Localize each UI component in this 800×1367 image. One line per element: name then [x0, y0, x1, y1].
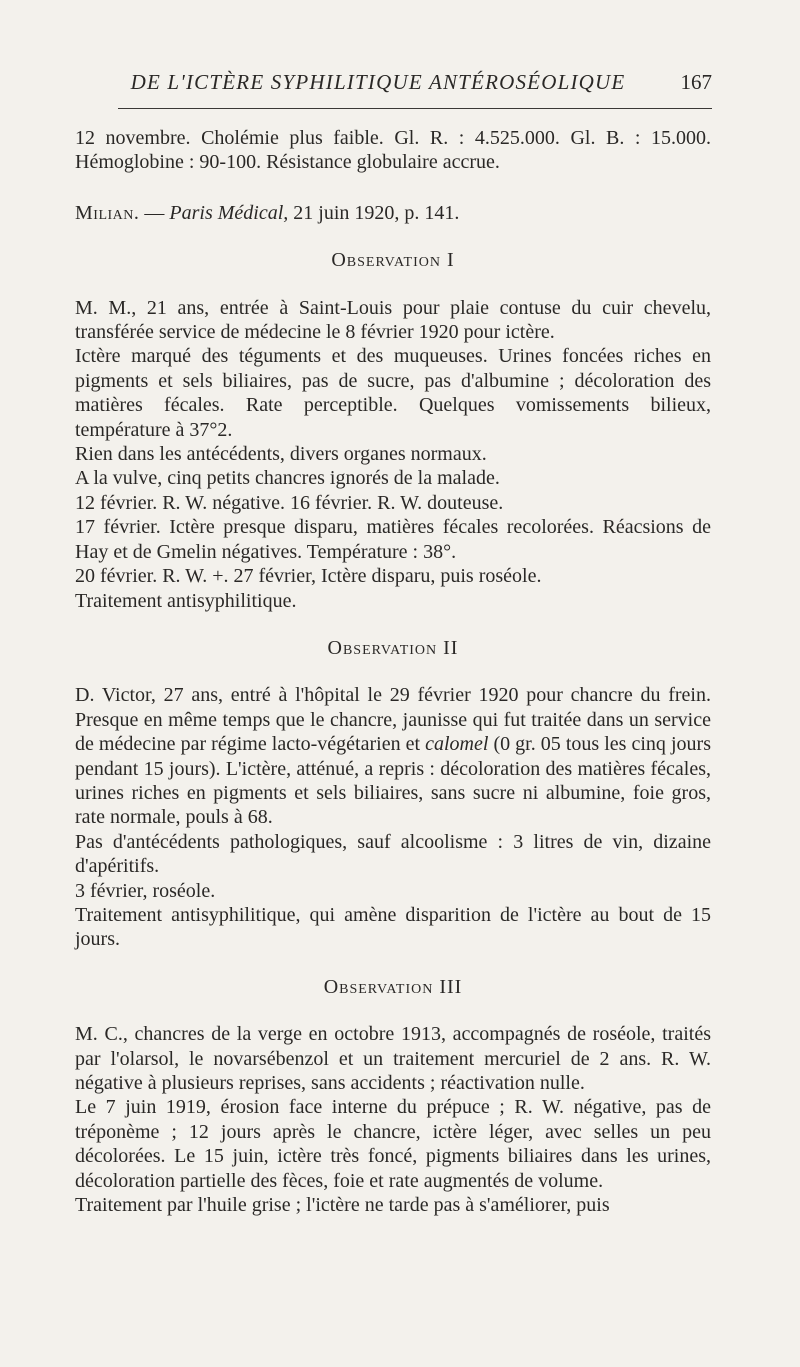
obs1-paragraph: 17 février. Ictère presque disparu, matières fécales recolorées. Réacsions de Hay et de Gmelin négatives. Température : 38°.	[75, 516, 711, 563]
obs1-paragraph: 12 février. R. W. négative. 16 février. R. W. douteuse.	[75, 491, 504, 514]
obs1-paragraph: Rien dans les antécédents, divers organes normaux.	[75, 443, 487, 466]
running-title: DE L'ICTÈRE SYPHILITIQUE ANTÉROSÉOLIQUE	[130, 70, 626, 94]
obs2-paragraph: Pas d'antécédents pathologiques, sauf alcoolisme : 3 litres de vin, dizaine d'apéritifs.	[75, 830, 711, 878]
citation	[75, 201, 711, 225]
running-header	[118, 70, 712, 106]
citation-author: Milian.	[75, 201, 140, 224]
obs2-text: (0 gr. 05 tous les cinq jours pendant 15 jours). L'ictère, atténué, a repris : décoloration des matières fécales, urines riches en pigments et sels biliaires, sans sucre ni albumine, foie gros, rate normale, pouls à 68.	[75, 733, 711, 829]
obs2-text: D. Victor, 27 ans, entré à l'hôpital le 29 février 1920 pour chancre du frein. Presque en même temps que le chancre, jaunisse qui fut traitée dans un service de médecine par régime lacto-végétarien et	[75, 684, 711, 756]
citation-journal: Paris Médical,	[169, 201, 289, 224]
obs2-paragraph	[75, 683, 711, 829]
obs1-paragraph: Traitement antisyphilitique.	[75, 589, 297, 612]
obs2-italic-term: calomel	[425, 733, 489, 756]
obs1-paragraph: Ictère marqué des téguments et des muqueuses. Urines foncées riches en pigments et sels biliaires, pas de sucre, pas d'albumine ; décoloration des matières fécales. Rate perceptible. Quelques vomissements bilieux, température à 37°2.	[75, 345, 711, 441]
header-rule	[118, 108, 712, 109]
obs3-paragraph: Le 7 juin 1919, érosion face interne du prépuce ; R. W. négative, pas de tréponème ; 12 jours après le chancre, ictère léger, avec selles un peu décolorées. Le 15 juin, ictère très foncé, pigments biliaires dans les urines, décoloration partielle des fèces, foie et rate augmentés de volume.	[75, 1096, 711, 1192]
citation-rest: 21 juin 1920, p. 141.	[288, 201, 460, 224]
obs1-paragraph: A la vulve, cinq petits chancres ignorés de la malade.	[75, 467, 500, 490]
obs3-paragraph: Traitement par l'huile grise ; l'ictère ne tarde pas à s'améliorer, puis	[75, 1194, 610, 1217]
obs2-paragraph: Traitement antisyphilitique, qui amène disparition de l'ictère au bout de 15 jours.	[75, 903, 711, 951]
obs1-paragraph: 20 février. R. W. +. 27 février, Ictère disparu, puis roséole.	[75, 565, 542, 588]
citation-sep: —	[139, 201, 170, 224]
page-number: 167	[680, 70, 712, 94]
obs1-paragraph: M. M., 21 ans, entrée à Saint-Louis pour plaie contuse du cuir chevelu, transférée service de médecine le 8 février 1920 pour ictère.	[75, 296, 711, 344]
observation-2-title: Observation II	[327, 636, 459, 659]
observation-1-title: Observation I	[331, 249, 455, 272]
obs2-paragraph: 3 février, roséole.	[75, 879, 216, 902]
obs3-paragraph: M. C., chancres de la verge en octobre 1913, accompagnés de roséole, traités par l'olarsol, le novarsébenzol et un traitement mercuriel de 2 ans. R. W. négative à plusieurs reprises, sans accidents ; réactivation nulle.	[75, 1023, 711, 1094]
intro-paragraph: 12 novembre. Cholémie plus faible. Gl. R. : 4.525.000. Gl. B. : 15.000. Hémoglobine : 90-100. Résistance globulaire accrue.	[75, 127, 711, 174]
observation-3-title: Observation III	[323, 975, 463, 998]
page-body	[75, 112, 711, 1217]
